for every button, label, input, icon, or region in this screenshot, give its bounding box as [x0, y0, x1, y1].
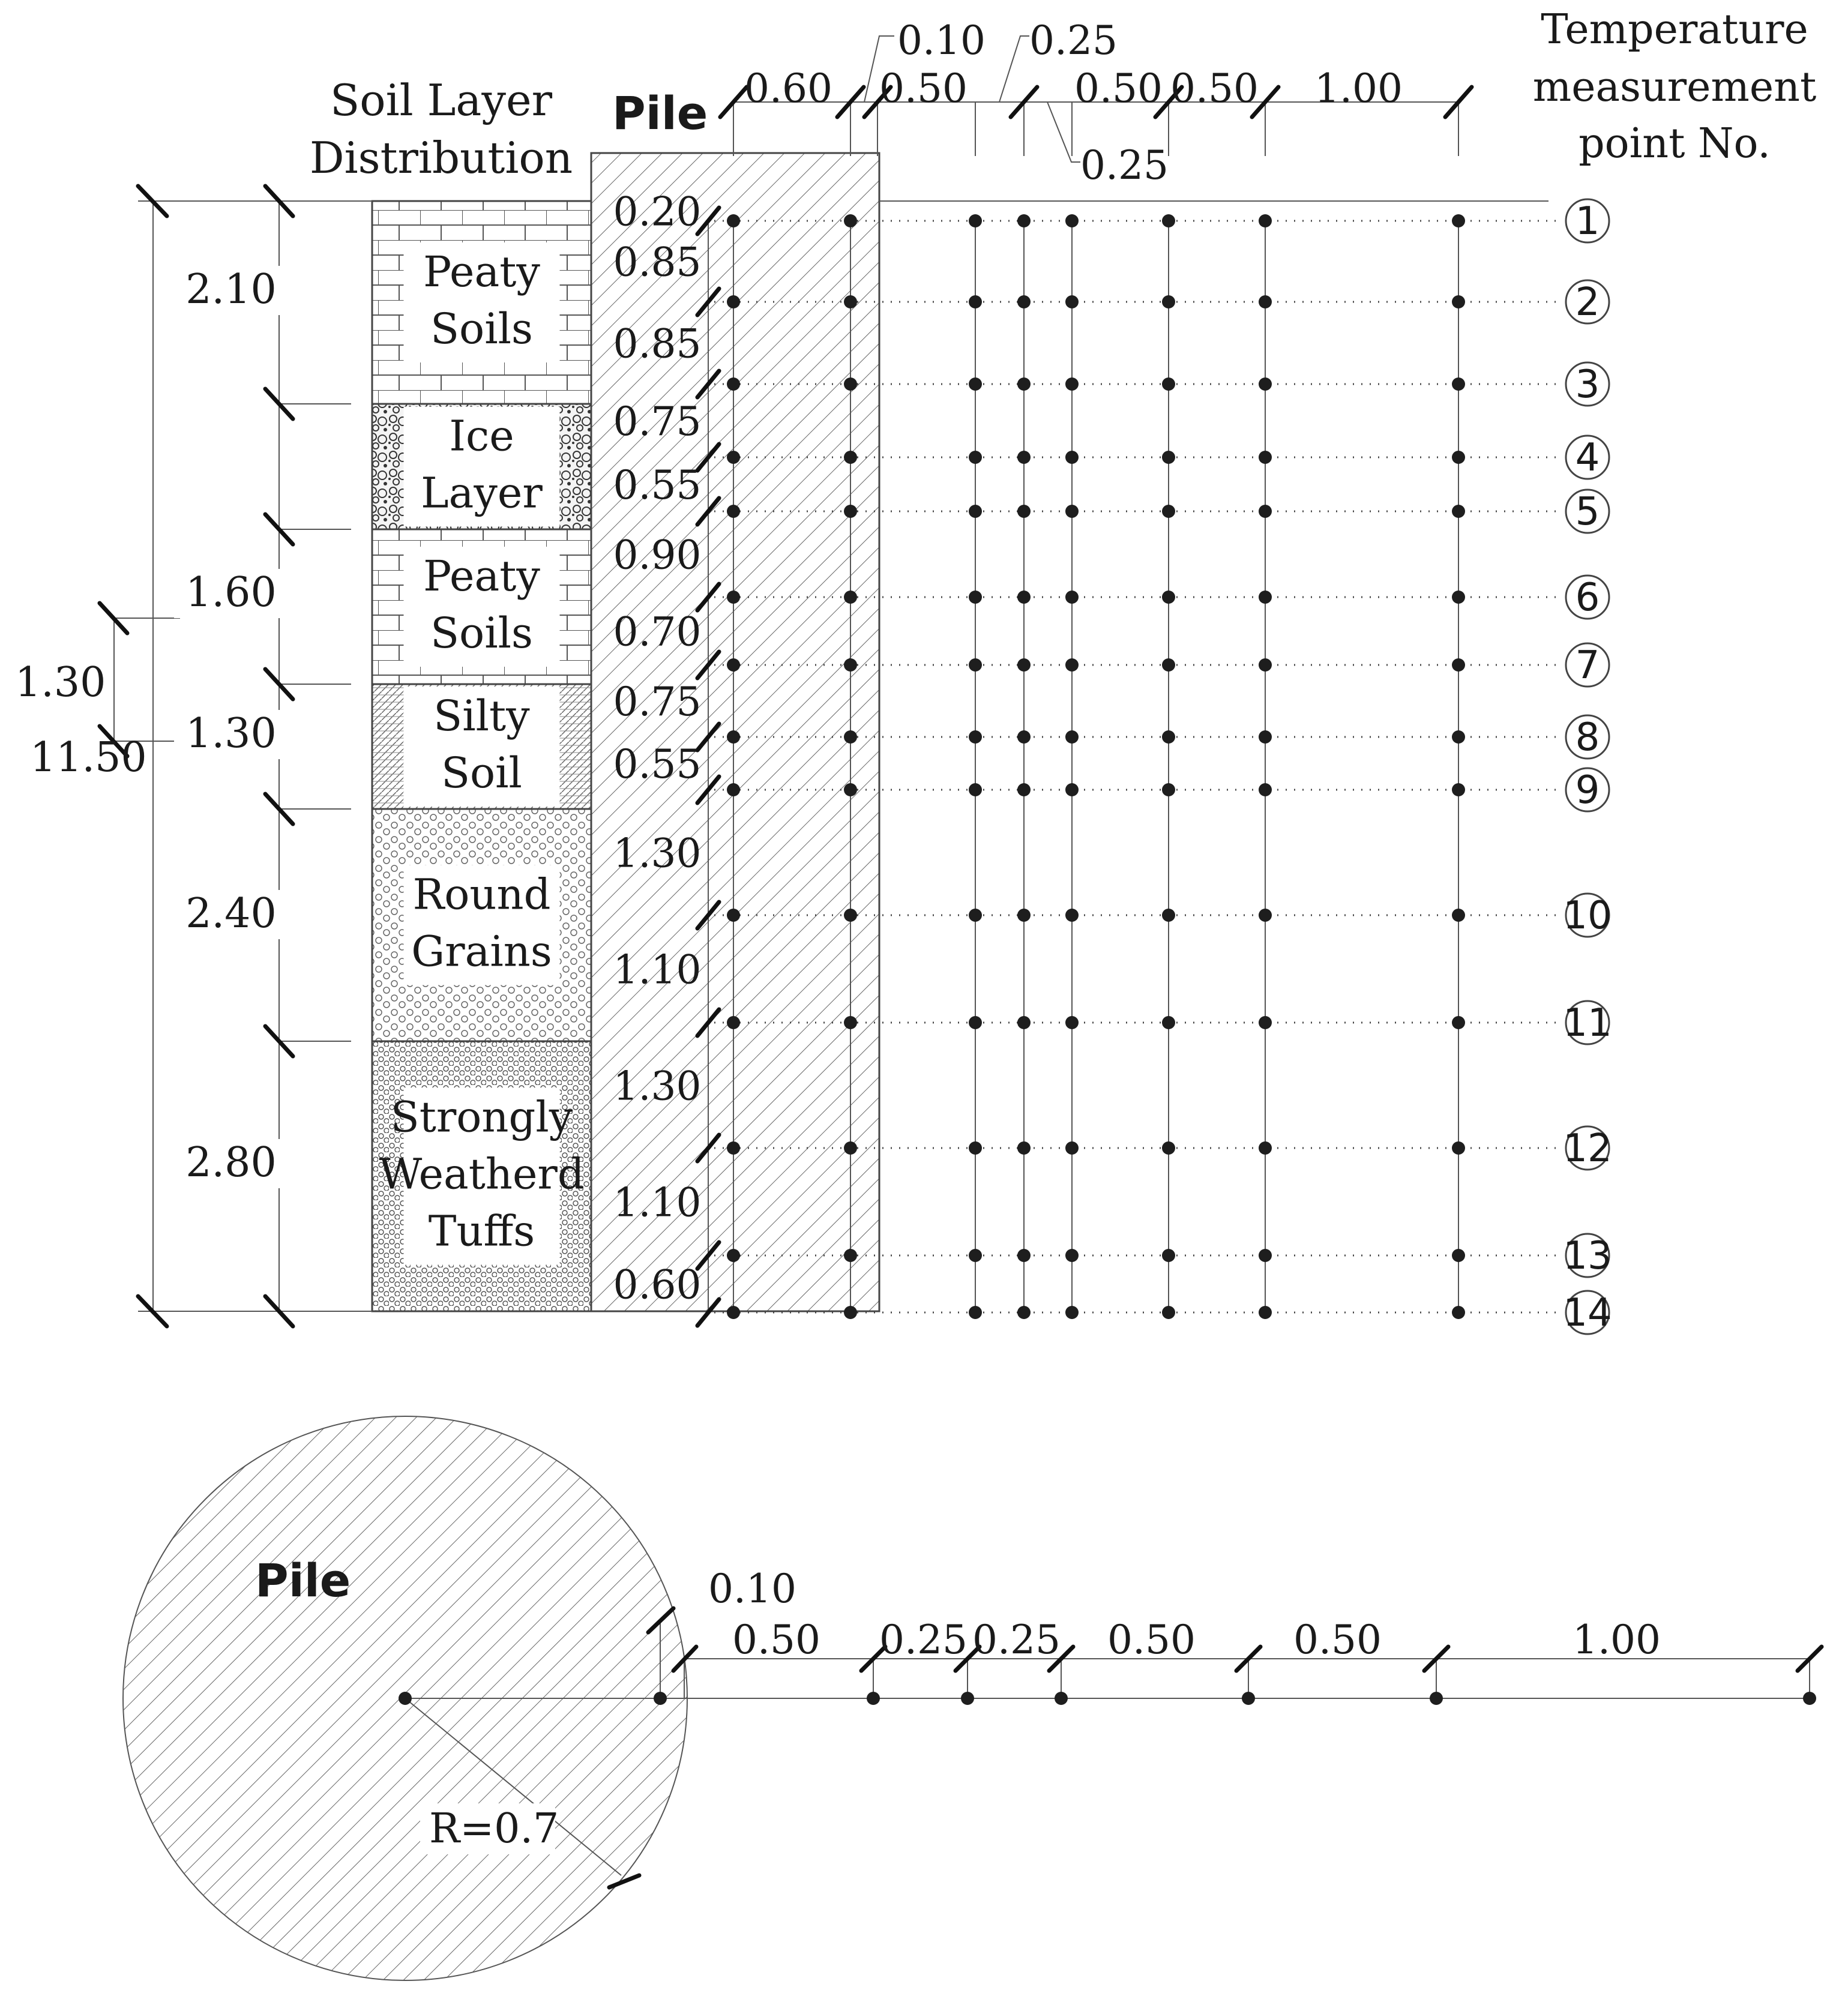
plan-pile-label: Pile	[255, 1554, 351, 1607]
measurement-point	[969, 451, 982, 464]
plan-dim-010: 0.10	[708, 1566, 796, 1612]
soil-column	[372, 201, 591, 1311]
temp-header-line1: Temperature	[1541, 6, 1808, 53]
depth-spacing-label: 0.55	[613, 462, 702, 508]
measurement-point	[969, 1306, 982, 1319]
measurement-point	[969, 783, 982, 796]
temp-header-line3: point No.	[1579, 120, 1771, 167]
soil-layer-label: Silty	[433, 691, 530, 741]
measurement-point	[1162, 451, 1175, 464]
measurement-point	[1162, 295, 1175, 308]
measurement-point	[727, 1249, 740, 1262]
measurement-point	[1259, 1249, 1272, 1262]
measurement-point	[1162, 730, 1175, 744]
top-dim-050b: 0.50	[1074, 65, 1163, 112]
point-number: 1	[1575, 199, 1600, 244]
soil-layer	[372, 1041, 591, 1311]
plan-view	[123, 1416, 1822, 1980]
point-number: 2	[1575, 280, 1600, 325]
measurement-point	[969, 505, 982, 518]
measurement-point	[727, 783, 740, 796]
measurement-point	[844, 783, 857, 796]
measurement-point	[1065, 1141, 1079, 1155]
measurement-point	[1017, 377, 1031, 391]
soil-layer-label: Soils	[430, 304, 533, 353]
soil-layer	[372, 684, 591, 809]
point-number: 13	[1563, 1234, 1612, 1278]
measurement-point	[1065, 658, 1079, 672]
soil-layer	[372, 404, 591, 529]
plan-dim-050a: 0.50	[732, 1617, 820, 1663]
measurement-point	[969, 295, 982, 308]
measurement-point	[1017, 658, 1031, 672]
plan-dim-050b: 0.50	[1107, 1617, 1196, 1663]
measurement-point	[1065, 591, 1079, 604]
measurement-point	[1259, 1306, 1272, 1319]
point-number: 12	[1563, 1126, 1612, 1171]
measurement-point	[1017, 730, 1031, 744]
soil-layer	[372, 201, 591, 404]
measurement-point	[727, 909, 740, 922]
depth-spacing-label: 1.30	[613, 830, 702, 877]
measurement-point	[969, 730, 982, 744]
measurement-point	[1452, 591, 1465, 604]
measurement-point	[844, 730, 857, 744]
measurement-point	[1065, 505, 1079, 518]
measurement-point	[844, 1306, 857, 1319]
plan-point	[654, 1692, 667, 1705]
point-number: 6	[1575, 576, 1600, 620]
measurement-point	[1259, 658, 1272, 672]
plan-dim-025a: 0.25	[879, 1617, 968, 1663]
measurement-point	[1162, 1249, 1175, 1262]
top-dim-060: 0.60	[744, 65, 832, 112]
measurement-point	[1452, 909, 1465, 922]
measurement-point	[1017, 214, 1031, 227]
measurement-point	[1162, 1306, 1175, 1319]
soil-layer-label: Peaty	[423, 552, 540, 601]
point-number: 3	[1575, 362, 1600, 407]
depth-spacing-label: 0.55	[613, 741, 702, 787]
measurement-point	[844, 1141, 857, 1155]
measurement-point	[727, 451, 740, 464]
measurement-point	[727, 658, 740, 672]
plan-dim-050c: 0.50	[1293, 1617, 1382, 1663]
measurement-point	[969, 1016, 982, 1029]
measurement-point	[1162, 505, 1175, 518]
top-dim-100: 1.00	[1314, 65, 1403, 112]
measurement-point	[1065, 1306, 1079, 1319]
plan-point	[1803, 1692, 1816, 1705]
plan-radius-label: R=0.7	[429, 1805, 559, 1853]
thickness-labels	[174, 266, 288, 1188]
plan-dim-100: 1.00	[1573, 1617, 1661, 1663]
measurement-point	[727, 591, 740, 604]
point-number: 10	[1563, 894, 1612, 938]
layer-thickness-label: 2.80	[185, 1139, 277, 1186]
soil-layer-label: Strongly	[390, 1092, 573, 1142]
measurement-point	[1259, 730, 1272, 744]
plan-point	[1055, 1692, 1068, 1705]
measurement-point	[1017, 1249, 1031, 1262]
top-dim-050c: 0.50	[1170, 65, 1259, 112]
pile-header: Pile	[612, 86, 708, 140]
left-dim-side: 1.30	[15, 659, 106, 706]
soil-layer-label: Tuffs	[428, 1206, 535, 1256]
measurement-point	[727, 1016, 740, 1029]
measurement-point	[1065, 295, 1079, 308]
measurement-point	[1017, 451, 1031, 464]
soil-layer-label: Soils	[430, 609, 533, 658]
measurement-point	[1452, 377, 1465, 391]
measurement-point	[1259, 505, 1272, 518]
top-dim-025b: 0.25	[1080, 142, 1169, 188]
depth-spacing-label: 1.10	[613, 946, 702, 993]
measurement-point	[727, 377, 740, 391]
depth-spacing-label: 0.90	[613, 532, 702, 579]
measurement-point	[1259, 591, 1272, 604]
measurement-point	[727, 1141, 740, 1155]
measurement-point	[1065, 214, 1079, 227]
measurement-point	[969, 1249, 982, 1262]
measurement-point	[727, 1306, 740, 1319]
measurement-point	[969, 909, 982, 922]
measurement-point	[844, 1016, 857, 1029]
soil-layer-label: Soil	[441, 748, 522, 798]
measurement-point	[844, 451, 857, 464]
measurement-point	[1259, 295, 1272, 308]
measurement-point	[727, 214, 740, 227]
depth-spacing-label: 0.75	[613, 679, 702, 725]
measurement-point	[1065, 1249, 1079, 1262]
measurement-point	[844, 214, 857, 227]
measurement-point	[727, 730, 740, 744]
measurement-point	[844, 591, 857, 604]
soil-layer-label: Layer	[421, 468, 543, 518]
soil-layer-label: Weatherd	[379, 1149, 585, 1199]
layer-thickness-label: 1.60	[185, 569, 277, 616]
measurement-point	[1162, 377, 1175, 391]
measurement-point	[1452, 295, 1465, 308]
measurement-point	[969, 1141, 982, 1155]
plan-point	[867, 1692, 880, 1705]
depth-spacing-label: 0.85	[613, 239, 702, 286]
soil-layer-label: Ice	[449, 411, 514, 461]
measurement-point	[1259, 909, 1272, 922]
measurement-point	[1017, 1016, 1031, 1029]
measurement-point	[1065, 451, 1079, 464]
soil-layer-header: Soil Layer	[330, 75, 553, 125]
measurement-point	[1452, 505, 1465, 518]
measurement-point	[1452, 658, 1465, 672]
measurement-point	[1259, 377, 1272, 391]
plan-point	[399, 1692, 412, 1705]
measurement-point	[969, 591, 982, 604]
point-number: 8	[1575, 715, 1600, 760]
point-number: 4	[1575, 436, 1600, 480]
depth-spacing-label: 0.85	[613, 320, 702, 367]
measurement-point	[727, 295, 740, 308]
measurement-point	[1017, 505, 1031, 518]
measurement-point	[1162, 658, 1175, 672]
top-dim-010: 0.10	[897, 17, 986, 64]
soil-layer-label: Round	[412, 870, 551, 919]
soil-layer-label: Peaty	[423, 247, 540, 296]
measurement-point	[844, 295, 857, 308]
top-dim-025a: 0.25	[1029, 17, 1118, 64]
measurement-point	[1017, 1141, 1031, 1155]
layer-thickness-label: 2.40	[185, 890, 277, 937]
measurement-point	[969, 658, 982, 672]
depth-spacing-label: 1.30	[613, 1063, 702, 1110]
measurement-point	[1452, 1249, 1465, 1262]
measurement-point	[1452, 730, 1465, 744]
measurement-point	[969, 377, 982, 391]
measurement-point	[1017, 783, 1031, 796]
measurement-point	[1162, 591, 1175, 604]
left-dim-outer: 11.50	[30, 734, 147, 781]
measurement-point	[1259, 783, 1272, 796]
measurement-point	[1452, 783, 1465, 796]
top-dim-050a: 0.50	[879, 65, 968, 112]
depth-spacing-label: 0.60	[613, 1261, 702, 1308]
measurement-point	[1259, 451, 1272, 464]
soil-layer	[372, 809, 591, 1041]
measurement-point	[844, 377, 857, 391]
plan-dim-025b: 0.25	[972, 1617, 1061, 1663]
measurement-point	[727, 505, 740, 518]
distribution-header: Distribution	[309, 133, 573, 183]
depth-spacing-label: 1.10	[613, 1179, 702, 1226]
temp-header-line2: measurement	[1532, 64, 1817, 111]
measurement-point	[844, 909, 857, 922]
depth-spacing-label: 0.20	[613, 188, 702, 235]
measurement-point	[1452, 1141, 1465, 1155]
measurement-point	[844, 505, 857, 518]
measurement-point	[1452, 1016, 1465, 1029]
measurement-point	[1452, 1306, 1465, 1319]
plan-point	[961, 1692, 974, 1705]
measurement-point	[1065, 1016, 1079, 1029]
measurement-point	[1017, 909, 1031, 922]
measurement-point	[844, 658, 857, 672]
measurement-point	[1162, 214, 1175, 227]
measurement-point	[1162, 909, 1175, 922]
measurement-point	[1162, 783, 1175, 796]
measurement-point	[1452, 451, 1465, 464]
measurement-point	[1259, 214, 1272, 227]
layer-thickness-label: 2.10	[185, 266, 277, 313]
measurement-point	[1065, 783, 1079, 796]
point-number: 9	[1575, 768, 1600, 813]
measurement-point	[1065, 377, 1079, 391]
point-number: 5	[1575, 490, 1600, 534]
soil-layer-label: Grains	[411, 927, 552, 976]
measurement-point	[844, 1249, 857, 1262]
plan-point	[1430, 1692, 1443, 1705]
measurement-point	[1452, 214, 1465, 227]
layer-thickness-label: 1.30	[185, 710, 277, 757]
point-number: 11	[1563, 1001, 1612, 1045]
measurement-point	[1162, 1141, 1175, 1155]
depth-spacing-label: 0.75	[613, 398, 702, 445]
depth-spacing-label: 0.70	[613, 609, 702, 655]
point-number: 14	[1563, 1291, 1612, 1335]
measurement-point	[1162, 1016, 1175, 1029]
measurement-point	[1017, 1306, 1031, 1319]
plan-point	[1242, 1692, 1255, 1705]
soil-layer	[372, 529, 591, 684]
measurement-point	[1065, 730, 1079, 744]
measurement-point	[1017, 591, 1031, 604]
measurement-point	[969, 214, 982, 227]
point-number: 7	[1575, 643, 1600, 688]
measurement-point	[1259, 1016, 1272, 1029]
measurement-point	[1017, 295, 1031, 308]
measurement-point	[1065, 909, 1079, 922]
measurement-point	[1259, 1141, 1272, 1155]
